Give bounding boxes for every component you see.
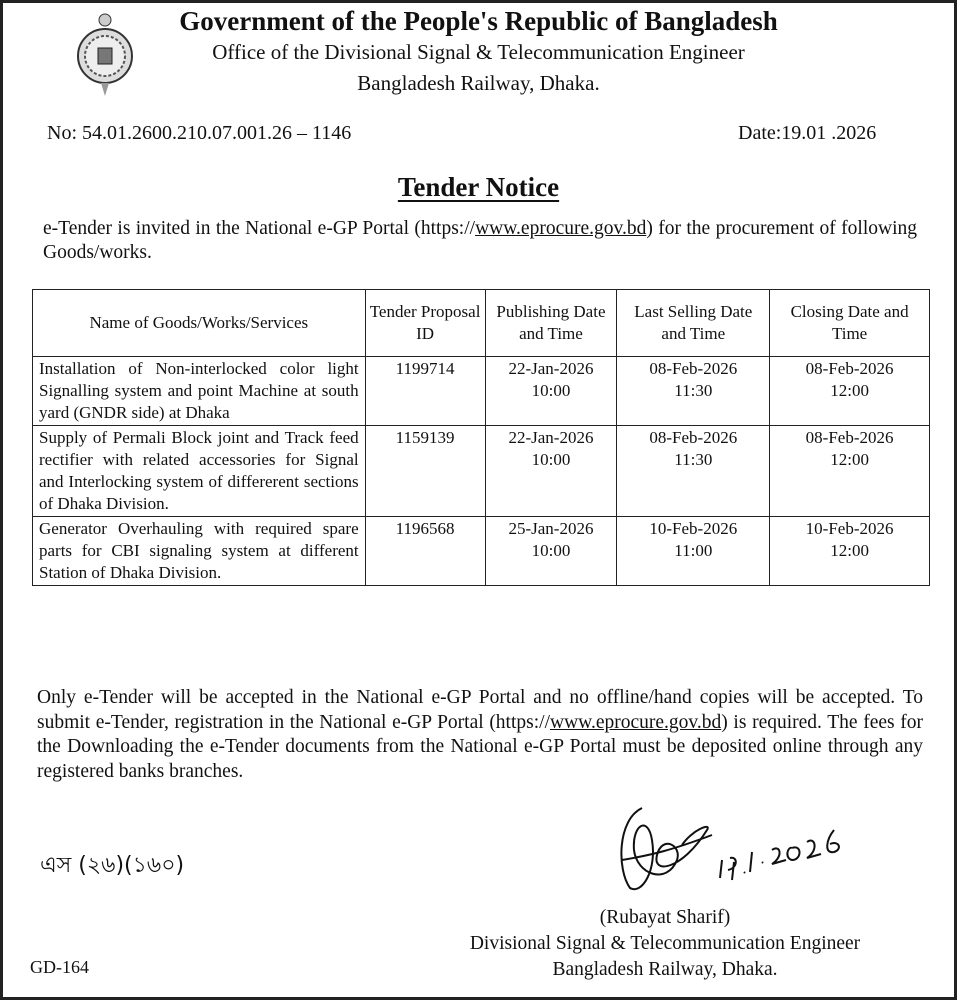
cell-name: Supply of Permali Block joint and Track feed rectifier with related accessories for Signal and Interlocking system of differerent sections of Dhaka Division. [33,426,366,517]
close-date: 10-Feb-2026 [805,519,894,538]
sell-time: 11:30 [674,381,713,400]
sell-time: 11:30 [674,450,713,469]
close-time: 12:00 [830,541,869,560]
cell-closing [770,426,930,517]
signatory-office: Bangladesh Railway, Dhaka. [552,959,778,980]
cell-id: 1159139 [365,426,485,517]
cell-closing [770,517,930,586]
notice-text-end: ) is required. The fees for the Downloading the e-Tender documents from the National e-GP Portal must be deposited online through any registered banks branches. [37,711,923,782]
tender-table [32,289,930,586]
close-time: 12:00 [830,381,869,400]
cell-last-selling [617,517,770,586]
signature-icon [612,800,902,895]
close-time: 12:00 [830,450,869,469]
office-location: Bangladesh Railway, Dhaka. [357,71,600,95]
close-date: 08-Feb-2026 [805,428,894,447]
bengali-code: এস (২৬)(১৬০) [40,853,185,878]
notice-date: Date:19.01 .2026 [738,122,877,144]
pub-date: 25-Jan-2026 [508,519,594,538]
cell-id: 1199714 [365,357,485,426]
intro-text-end: ) for the procurement of following Goods/works. [43,218,917,263]
header-id: Tender Proposal ID [365,290,485,357]
close-date: 08-Feb-2026 [805,359,894,378]
table-header-row [33,290,930,357]
pub-time: 10:00 [531,450,571,469]
signatory-designation: Divisional Signal & Telecommunication Engineer [469,933,861,954]
cell-last-selling [617,426,770,517]
cell-publishing [485,426,617,517]
header-name: Name of Goods/Works/Services [33,290,366,357]
cell-name: Installation of Non-interlocked color light Signalling system and point Machine at south yard (GNDR side) at Dhaka [33,357,366,426]
office-heading: Office of the Divisional Signal & Telecommunication Engineer [212,40,745,64]
sell-date: 10-Feb-2026 [649,519,738,538]
pub-time: 10:00 [531,381,571,400]
title-text: Tender Notice [397,172,560,202]
eprocure-link[interactable]: www.eprocure.gov.bd [475,218,647,239]
pub-date: 22-Jan-2026 [508,428,594,447]
cell-last-selling [617,357,770,426]
header-closing: Closing Date and Time [770,290,930,357]
table-row [33,426,930,517]
intro-text: e-Tender is invited in the National e-GP Portal (https:// [43,218,476,239]
header-publishing: Publishing Date and Time [485,290,617,357]
cell-publishing [485,517,617,586]
cell-name: Generator Overhauling with required spare parts for CBI signaling system at different Station of Dhaka Division. [33,517,366,586]
pub-date: 22-Jan-2026 [508,359,594,378]
page-title [0,172,957,203]
sell-date: 08-Feb-2026 [649,428,738,447]
eprocure-link-2[interactable]: www.eprocure.gov.bd [549,711,722,733]
cell-publishing [485,357,617,426]
sell-date: 08-Feb-2026 [649,359,738,378]
signatory-name: (Rubayat Sharif) [599,907,731,928]
notice-text: Only e-Tender will be accepted in the National e-GP Portal and no offline/hand copies will be accepted. To submit e-Tender, registration in the National e-GP Portal (https:// [37,687,923,733]
notice-paragraph [37,686,923,784]
table-row [33,357,930,426]
table-row [33,517,930,586]
reference-number: No: 54.01.2600.210.07.001.26 – 1146 [47,122,352,144]
cell-id: 1196568 [365,517,485,586]
header-last-selling: Last Selling Date and Time [617,290,770,357]
intro-paragraph [43,217,917,265]
pub-time: 10:00 [531,541,571,560]
government-heading: Government of the People's Republic of Bangladesh [179,6,778,36]
sell-time: 11:00 [674,541,713,560]
cell-closing [770,357,930,426]
footer-code: GD-164 [30,957,89,977]
signature-block [420,905,910,983]
